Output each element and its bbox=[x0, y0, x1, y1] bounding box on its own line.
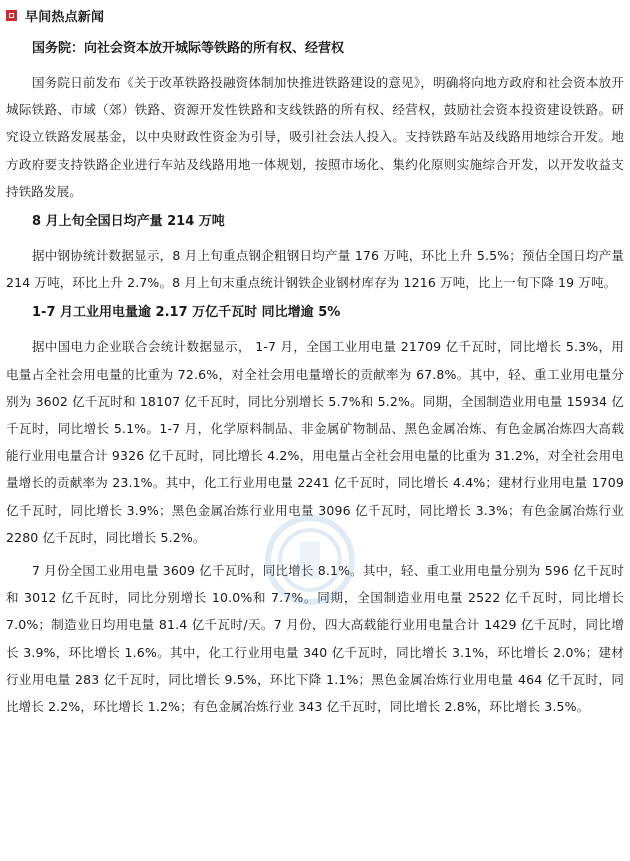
article-headline: 1-7 月工业用电量逾 2.17 万亿千瓦时 同比增逾 5% bbox=[32, 305, 341, 321]
article-paragraph: 国务院日前发布《关于改革铁路投融资体制加快推进铁路建设的意见》，明确将向地方政府和社会资本放开城际铁路、市域（郊）铁路、资源开发性铁路和支线铁路的所有权、经营权，鼓励社会资本投资建设铁路。研究设立铁路发展基金，以中央财政性资金为引导，吸引社会法人投入。支持铁路车站及线路用地综合开发。地方政府要支持铁路企业进行车站及线路用地一体规划，按照市场化、集约化原则实施综合开发，以开发收益支持铁路发展。 bbox=[6, 75, 624, 199]
article-headline: 国务院：向社会资本放开城际等铁路的所有权、经营权 bbox=[32, 41, 345, 56]
article-1 bbox=[6, 38, 624, 205]
article-paragraph: 据中国电力企业联合会统计数据显示， 1-7 月，全国工业用电量 21709 亿千瓦时，同比增长 5.3%，用电量占全社会用电量的比重为 72.6%，对全社会用电量增长的贡献率为 67.8%。其中，轻、重工业用电量分别为 3602 亿千瓦时和 18107 亿千瓦时，同比分别增长 5.7%和 5.2%。同期，全国制造业用电量 15934 亿千瓦时，同比增长 5.1%。1-7 月，化学原料制品、非金属矿物制品、黑色金属冶炼、有色金属冶炼四大高载能行业用电量合计 9326 亿千瓦时，同比增长 4.2%，用电量占全社会用电量的比重为 31.2%，对全社会用电量增长的贡献率为 23.1%。其中，化工行业用电量 2241 亿千瓦时，同比增长 4.4%；建材行业用电量 1709 亿千瓦时，同比增长 3.9%；黑色金属冶炼行业用电量 3096 亿千瓦时，同比增长 3.3%；有色金属冶炼行业 2280 亿千瓦时，同比增长 5.2%。 bbox=[6, 339, 624, 545]
section-title: 早间热点新闻 bbox=[25, 9, 105, 25]
article-paragraph: 据中钢协统计数据显示，8 月上旬重点钢企粗钢日均产量 176 万吨，环比上升 5.5%；预估全国日均产量 214 万吨，环比上升 2.7%。8 月上旬末重点统计钢铁企业钢材库存为 1216 万吨，比上一旬下降 19 万吨。 bbox=[6, 248, 624, 291]
section-header bbox=[6, 4, 624, 26]
article-paragraph: 7 月份全国工业用电量 3609 亿千瓦时，同比增长 8.1%。其中，轻、重工业用电量分别为 596 亿千瓦时和 3012 亿千瓦时，同比分别增长 10.0%和 7.7%。同期，全国制造业用电量 2522 亿千瓦时，同比增长 7.0%；制造业日均用电量 81.4 亿千瓦时/天。7 月份，四大高载能行业用电量合计 1429 亿千瓦时，同比增长 3.9%，环比增长 1.6%。其中，化工行业用电量 340 亿千瓦时，同比增长 3.1%，环比增长 2.0%；建材行业用电量 283 亿千瓦时，同比增长 9.5%，环比下降 1.1%；黑色金属冶炼行业用电量 464 亿千瓦时，同比增长 2.2%，环比增长 1.2%；有色金属冶炼行业 343 亿千瓦时，同比增长 2.8%，环比增长 3.5%。 bbox=[6, 563, 624, 715]
square-bullet-icon bbox=[6, 10, 17, 21]
article-2 bbox=[6, 211, 624, 296]
article-3 bbox=[6, 302, 624, 720]
article-headline: 8 月上旬全国日均产量 214 万吨 bbox=[32, 214, 225, 230]
